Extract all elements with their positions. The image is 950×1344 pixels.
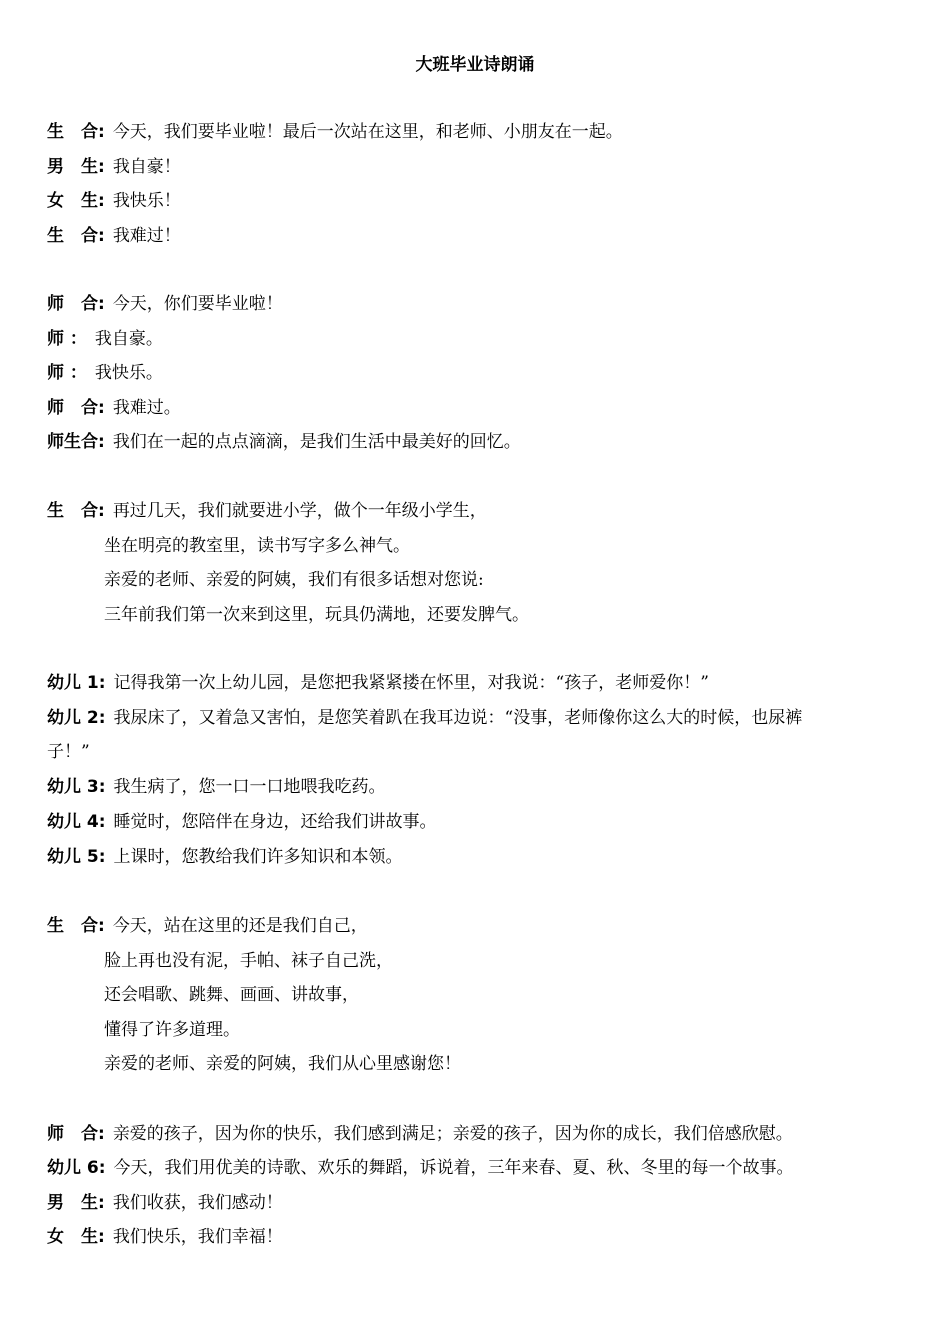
speaker-label: 生 合:: [47, 916, 105, 936]
recitation-line: [104, 568, 484, 592]
line-text: 亲爱的孩子，因为你的快乐，我们感到满足；亲爱的孩子，因为你的成长，我们倍感欣慰。: [112, 1124, 793, 1144]
speaker-label: 幼儿 5:: [47, 847, 106, 867]
line-text: 还会唱歌、跳舞、画画、讲故事，: [104, 985, 359, 1005]
line-text: 我生病了，您一口一口地喂我吃药。: [113, 777, 386, 797]
speaker-label: 师 合:: [47, 398, 105, 418]
line-text: 子！”: [47, 742, 90, 762]
speaker-label: 师 ：: [47, 329, 87, 349]
recitation-line: [47, 1225, 917, 1249]
line-text: 我尿床了，又着急又害怕，是您笑着趴在我耳边说：“没事，老师像你这么大的时候，也尿裤: [113, 708, 803, 728]
speaker-label: 幼儿 2:: [47, 708, 106, 728]
line-text: 今天，站在这里的还是我们自己，: [112, 916, 368, 936]
line-text: 再过几天，我们就要进小学，做个一年级小学生，: [112, 501, 487, 521]
recitation-line: [104, 1052, 461, 1076]
recitation-line: [47, 845, 917, 869]
line-text: 亲爱的老师、亲爱的阿姨，我们从心里感谢您！: [104, 1054, 461, 1074]
recitation-line: [47, 292, 917, 316]
line-text: 我难过。: [112, 398, 181, 418]
line-text: 今天，我们用优美的诗歌、欢乐的舞蹈，诉说着，三年来春、夏、秋、冬里的每一个故事。: [113, 1158, 794, 1178]
recitation-line: [47, 361, 917, 385]
line-text: 我们在一起的点点滴滴，是我们生活中最美好的回忆。: [112, 432, 521, 452]
recitation-line: [47, 1191, 917, 1215]
recitation-line: [104, 603, 529, 627]
line-text: 今天，你们要毕业啦！: [112, 294, 283, 314]
recitation-line: [47, 155, 917, 179]
line-text: 今天，我们要毕业啦！最后一次站在这里，和老师、小朋友在一起。: [112, 122, 623, 142]
recitation-line: [47, 706, 917, 730]
speaker-label: 男 生:: [47, 1193, 105, 1213]
line-text: 我快乐。: [94, 363, 163, 383]
speaker-label: 幼儿 6:: [47, 1158, 106, 1178]
speaker-label: 幼儿 1:: [47, 673, 106, 693]
speaker-label: 师 合:: [47, 1124, 105, 1144]
recitation-line: [104, 534, 410, 558]
line-text: 我自豪。: [94, 329, 163, 349]
recitation-line: [47, 224, 917, 248]
line-text: 记得我第一次上幼儿园，是您把我紧紧搂在怀里，对我说：“孩子，老师爱你！”: [113, 673, 709, 693]
recitation-line: [47, 740, 90, 764]
line-text: 亲爱的老师、亲爱的阿姨，我们有很多话想对您说:: [104, 570, 484, 590]
recitation-line: [47, 430, 917, 454]
speaker-label: 幼儿 4:: [47, 812, 106, 832]
line-text: 上课时，您教给我们许多知识和本领。: [113, 847, 403, 867]
recitation-line: [47, 671, 917, 695]
recitation-line: [104, 1018, 240, 1042]
speaker-label: 女 生:: [47, 1227, 105, 1247]
line-text: 我难过！: [112, 226, 181, 246]
line-text: 坐在明亮的教室里，读书写字多么神气。: [104, 536, 410, 556]
recitation-line: [47, 775, 917, 799]
speaker-label: 幼儿 3:: [47, 777, 106, 797]
line-text: 懂得了许多道理。: [104, 1020, 240, 1040]
recitation-line: [47, 1156, 917, 1180]
recitation-line: [104, 983, 359, 1007]
speaker-label: 男 生:: [47, 157, 105, 177]
line-text: 三年前我们第一次来到这里，玩具仍满地，还要发脾气。: [104, 605, 529, 625]
recitation-line: [47, 396, 917, 420]
recitation-line: [47, 914, 917, 938]
recitation-line: [47, 327, 917, 351]
line-text: 我们快乐，我们幸福！: [112, 1227, 283, 1247]
speaker-label: 生 合:: [47, 122, 105, 142]
speaker-label: 师生合:: [47, 432, 105, 452]
line-text: 我快乐！: [112, 191, 181, 211]
recitation-line: [47, 810, 917, 834]
speaker-label: 师 合:: [47, 294, 105, 314]
recitation-line: [47, 499, 917, 523]
speaker-label: 女 生:: [47, 191, 105, 211]
recitation-line: [47, 189, 917, 213]
recitation-line: [47, 1122, 917, 1146]
page-title: 大班毕业诗朗诵: [415, 55, 535, 75]
line-text: 睡觉时，您陪伴在身边，还给我们讲故事。: [113, 812, 437, 832]
speaker-label: 生 合:: [47, 501, 105, 521]
line-text: 我自豪！: [112, 157, 181, 177]
recitation-line: [47, 120, 917, 144]
speaker-label: 师 ：: [47, 363, 87, 383]
recitation-line: [104, 949, 393, 973]
line-text: 脸上再也没有泥，手帕、袜子自己洗，: [104, 951, 393, 971]
speaker-label: 生 合:: [47, 226, 105, 246]
line-text: 我们收获，我们感动！: [112, 1193, 283, 1213]
